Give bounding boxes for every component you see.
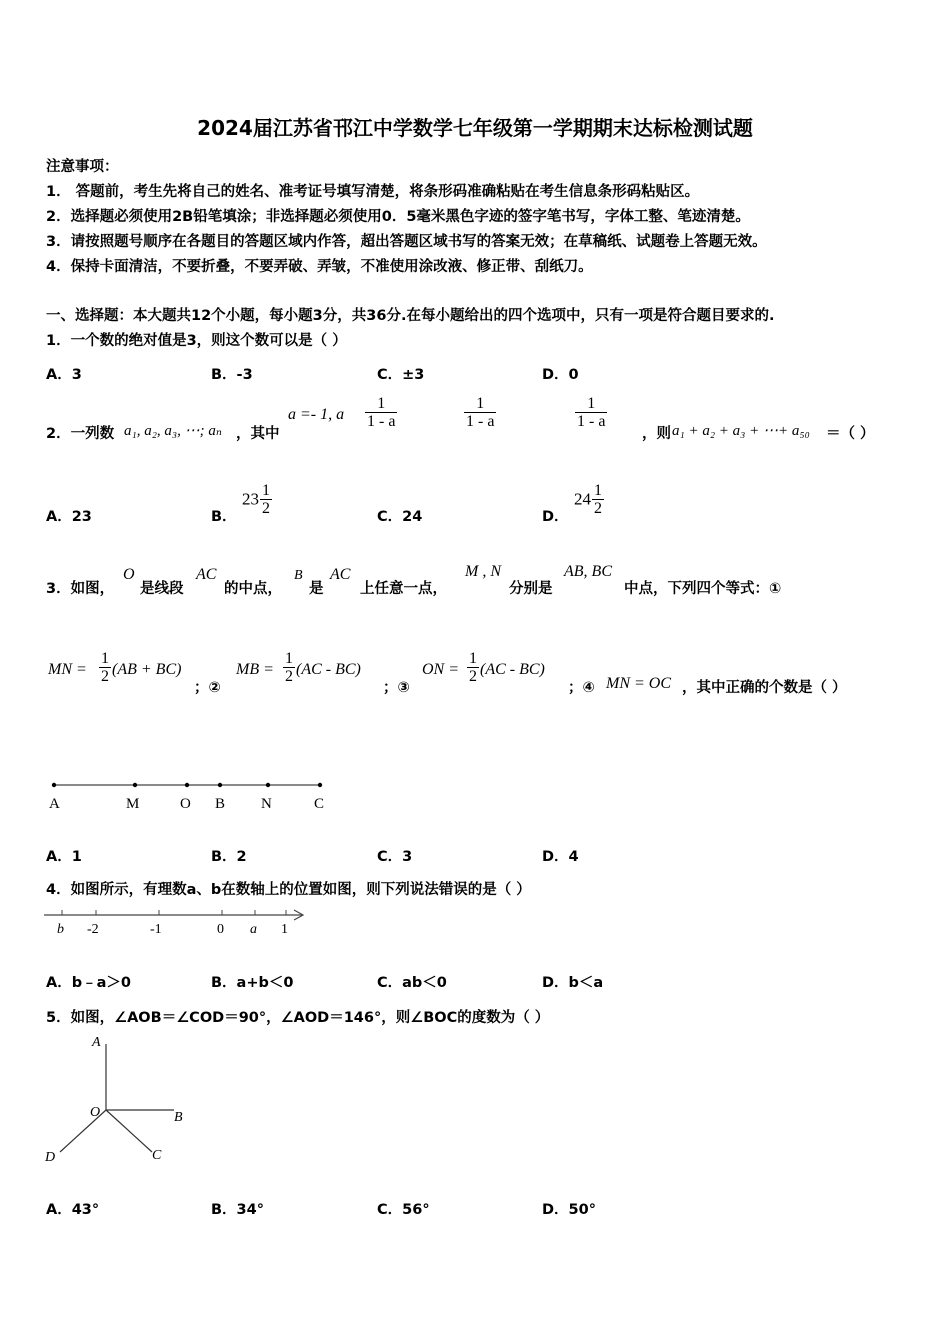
q3-label-a: A <box>49 796 60 812</box>
q5-option-c: C．56° <box>377 1202 430 1218</box>
q3-option-d: D．4 <box>542 849 579 865</box>
q1-option-a: A．3 <box>46 367 82 383</box>
q3-point-c <box>318 783 322 787</box>
q3-sep2: ；② <box>194 680 221 696</box>
q5-option-a: A．43° <box>46 1202 100 1218</box>
q5-label-o: O <box>90 1105 101 1120</box>
page-title: 2024届江苏省邗江中学数学七年级第一学期期末达标检测试题 <box>197 116 753 140</box>
q2-frac-an: $\frac{1}{1 - a}$ <box>577 395 606 430</box>
note-item-4: 4．保持卡面清洁，不要折叠，不要弄破、弄皱，不准使用涂改液、修正带、刮纸刀。 <box>46 259 593 275</box>
section-heading: 一、选择题：本大题共12个小题，每小题3分，共36分.在每小题给出的四个选项中，只有一项是符合题目要求的. <box>46 308 775 324</box>
q4-option-d: D．b＜a <box>542 975 604 991</box>
q5-option-b: B．34° <box>211 1202 264 1218</box>
q3-p4: 是 <box>309 581 324 597</box>
q4-option-c: C．ab＜0 <box>377 975 447 991</box>
q3-eq1-right: (AB + BC) <box>112 661 182 678</box>
note-item-2: 2．选择题必须使用2B铅笔填涂；非选择题必须使用0．5毫米黑色字迹的签字笔书写，字体工整、笔迹清楚。 <box>46 209 750 225</box>
q3-option-b: B．2 <box>211 849 247 865</box>
q1-option-d: D．0 <box>542 367 579 383</box>
q3-option-c: C．3 <box>377 849 413 865</box>
q3-o: O <box>123 566 135 583</box>
q3-abbc: AB, BC <box>564 563 612 580</box>
q2-frac-a2: $\frac{1}{1 - a}$ <box>367 395 396 430</box>
q3-eq4: MN = OC <box>606 675 672 692</box>
q3-point-a <box>52 783 56 787</box>
q3-label-m: M <box>126 796 140 812</box>
q3-p6: 分别是 <box>509 581 553 597</box>
q5-option-d: D．50° <box>542 1202 596 1218</box>
q3-label-b: B <box>215 796 226 812</box>
q4-label-1: 1 <box>281 922 288 937</box>
q1-stem: 1．一个数的绝对值是3，则这个数可以是（ ） <box>46 333 347 349</box>
q5-label-d: D <box>45 1150 56 1165</box>
q3-label-n: N <box>261 796 272 812</box>
q2-sequence: a₁, a₂, a₃, ⋯; aₙ <box>124 423 222 439</box>
q2-tail: ＝（ ） <box>826 426 875 442</box>
q3-point-m <box>133 783 137 787</box>
q3-eq3-right: (AC - BC) <box>480 661 545 678</box>
q3-segment-figure <box>40 775 340 815</box>
q5-label-b: B <box>174 1110 183 1125</box>
q1-option-c: C．±3 <box>377 367 425 383</box>
note-item-3: 3．请按照题号顺序在各题目的答题区域内作答，超出答题区域书写的答案无效；在草稿纸、试题卷上答题无效。 <box>46 234 767 250</box>
q3-ac2: AC <box>330 566 351 583</box>
q3-p1: 3．如图， <box>46 581 115 597</box>
q3-ac: AC <box>196 566 217 583</box>
q3-point-o <box>185 783 189 787</box>
q4-option-a: A．b﹣a＞0 <box>46 975 131 991</box>
q4-label-m1: -1 <box>150 922 162 937</box>
q2-mid: ，其中 <box>236 426 280 442</box>
q3-eq1-left: MN = <box>48 661 87 678</box>
q2-a1: a =- 1, a <box>288 406 345 423</box>
q2-prefix: 2．一列数 <box>46 426 115 442</box>
q3-b: B <box>294 568 303 583</box>
q3-p7: 中点，下列四个等式：① <box>624 581 782 597</box>
q2-option-d-value: 24 $\frac{1}{2}$ <box>574 482 602 517</box>
q3-eq2-left: MB = <box>236 661 274 678</box>
q2-option-d-label: D． <box>542 509 569 525</box>
q3-point-b <box>218 783 222 787</box>
q2-option-c: C．24 <box>377 509 423 525</box>
q3-sep4: ；④ <box>568 680 595 696</box>
q3-eq3-half: $\frac{1}{2}$ <box>469 650 477 685</box>
q5-label-c: C <box>152 1148 162 1163</box>
q4-label-0: 0 <box>217 922 224 937</box>
note-item-1: 1． 答题前，考生先将自己的姓名、准考证号填写清楚，将条形码准确粘贴在考生信息条形码粘贴区。 <box>46 184 700 200</box>
q4-label-b: b <box>57 922 64 937</box>
q3-option-a: A．1 <box>46 849 82 865</box>
q3-p2: 是线段 <box>140 581 184 597</box>
q3-eq2-half: $\frac{1}{2}$ <box>285 650 293 685</box>
q3-eq2-right: (AC - BC) <box>296 661 361 678</box>
q3-eq3-left: ON = <box>422 661 460 678</box>
notes-heading: 注意事项： <box>46 159 119 175</box>
q5-stem: 5．如图，∠AOB＝∠COD＝90°，∠AOD＝146°，则∠BOC的度数为（ ） <box>46 1010 550 1026</box>
q1-option-b: B．-3 <box>211 367 253 383</box>
q3-label-o: O <box>180 796 191 812</box>
q2-option-b-label: B． <box>211 509 237 525</box>
q3-tail: ，其中正确的个数是（ ） <box>682 680 847 696</box>
q3-eq1-half: $\frac{1}{2}$ <box>101 650 109 685</box>
q3-label-c: C <box>314 796 325 812</box>
q4-label-a: a <box>250 922 257 937</box>
q2-option-a: A．23 <box>46 509 92 525</box>
q4-stem: 4．如图所示，有理数a、b在数轴上的位置如图，则下列说法错误的是（ ） <box>46 882 531 898</box>
q3-p5: 上任意一点， <box>360 581 447 597</box>
q4-option-b: B．a+b＜0 <box>211 975 294 991</box>
q5-ray-oc <box>106 1110 152 1152</box>
q4-number-line <box>40 903 310 939</box>
q5-label-a: A <box>92 1035 101 1050</box>
q3-mn: M , N <box>465 563 501 580</box>
q5-angle-figure <box>40 1030 200 1170</box>
q2-then: ，则 <box>642 426 671 442</box>
q3-p3: 的中点， <box>224 581 282 597</box>
q4-label-m2: -2 <box>87 922 99 937</box>
q3-point-n <box>266 783 270 787</box>
q3-sep3: ；③ <box>383 680 410 696</box>
q2-sum: a₁ + a₂ + a₃ + ⋯+ a₅₀ <box>672 423 810 439</box>
q2-frac-a3: $\frac{1}{1 - a}$ <box>466 395 495 430</box>
q2-option-b-value: 23 $\frac{1}{2}$ <box>242 482 270 517</box>
